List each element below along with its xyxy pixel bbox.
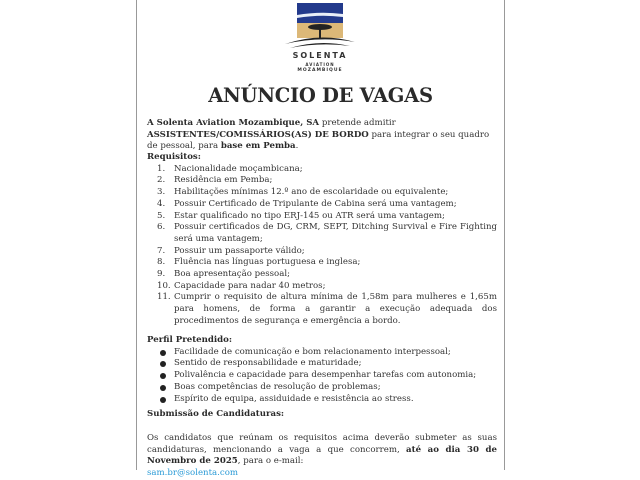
item-text: Possuir certificados de DG, CRM, SEPT, Ditching Survival e Fire Fighting será uma vantagem; bbox=[174, 222, 497, 244]
intro-text: para integrar o seu quadro de pessoal, para bbox=[147, 129, 490, 152]
base: base em Pemba bbox=[220, 141, 296, 152]
profile-section bbox=[147, 335, 497, 405]
intro-text: pretende admitir bbox=[319, 118, 396, 128]
item-number: 10. bbox=[157, 280, 171, 291]
profile-item: Polivalência e capacidade para desempenhar tarefas com autonomia; bbox=[147, 370, 497, 382]
logo-mozambique: MOZAMBIQUE bbox=[297, 68, 343, 73]
item-number: 6. bbox=[157, 222, 166, 233]
profile-heading: Perfil Pretendido: bbox=[147, 335, 233, 345]
requirement-item bbox=[147, 246, 497, 258]
requirement-item bbox=[147, 292, 497, 327]
item-text: Possuir Certificado de Tripulante de Cabina será uma vantagem; bbox=[174, 198, 457, 209]
requirement-item bbox=[147, 211, 497, 223]
item-number: 11. bbox=[157, 292, 171, 303]
submission-heading bbox=[147, 409, 497, 421]
solenta-logo bbox=[280, 2, 360, 76]
requirement-item bbox=[147, 199, 497, 211]
item-text: Estar qualificado no tipo ERJ-145 ou ATR será uma vantagem; bbox=[174, 210, 445, 221]
requirement-item bbox=[147, 164, 497, 176]
requirement-item bbox=[147, 222, 497, 245]
deadline: até ao dia 30 de Novembro de 2025 bbox=[147, 444, 497, 467]
page-title: ANÚNCIO DE VAGAS bbox=[208, 84, 433, 107]
requirement-item bbox=[147, 175, 497, 187]
submission-paragraph bbox=[147, 433, 497, 480]
profile-item: Boas competências de resolução de problemas; bbox=[147, 382, 497, 394]
requirement-item bbox=[147, 269, 497, 281]
acacia-tree-logo-icon bbox=[280, 2, 360, 52]
item-text: Nacionalidade moçambicana; bbox=[174, 163, 303, 174]
item-number: 8. bbox=[157, 257, 166, 268]
item-number: 1. bbox=[157, 163, 166, 174]
requirements-section bbox=[147, 152, 497, 328]
item-text: Fluência nas línguas portuguesa e inglesa; bbox=[174, 257, 361, 268]
profile-item: Sentido de responsabilidade e maturidade; bbox=[147, 358, 497, 370]
item-text: Possuir um passaporte válido; bbox=[174, 245, 305, 256]
submission-heading-text: Submissão de Candidaturas: bbox=[147, 409, 285, 419]
item-number: 2. bbox=[157, 175, 166, 186]
item-text: Boa apresentação pessoal; bbox=[174, 269, 290, 280]
item-number: 5. bbox=[157, 210, 166, 221]
email-link[interactable]: sam.br@solenta.com bbox=[147, 468, 239, 479]
logo-name: SOLENTA bbox=[292, 51, 348, 60]
submission-text: Os candidatos que reúnam os requisitos acima deverão submeter as suas candidaturas, mencionando a vaga a que concorrem, bbox=[147, 433, 497, 455]
profile-item: Facilidade de comunicação e bom relacionamento interpessoal; bbox=[147, 347, 497, 359]
requirement-item bbox=[147, 257, 497, 269]
item-text: Habilitações mínimas 12.º ano de escolaridade ou equivalente; bbox=[174, 187, 449, 198]
item-number: 3. bbox=[157, 187, 166, 198]
item-text: Residência em Pemba; bbox=[174, 175, 273, 186]
item-text: Capacidade para nadar 40 metros; bbox=[174, 280, 326, 291]
item-number: 4. bbox=[157, 198, 166, 209]
requirements-heading: Requisitos: bbox=[147, 152, 201, 162]
item-number: 7. bbox=[157, 245, 166, 256]
intro-paragraph bbox=[147, 118, 497, 153]
company-name: A Solenta Aviation Mozambique, SA bbox=[147, 118, 320, 128]
logo-aviation: AVIATION bbox=[305, 62, 335, 67]
intro-text: . bbox=[295, 141, 299, 152]
role: ASSISTENTES/COMISSÁRIOS(AS) DE BORDO bbox=[147, 129, 369, 140]
profile-list bbox=[147, 347, 497, 406]
requirement-item bbox=[147, 281, 497, 293]
item-number: 9. bbox=[157, 269, 166, 280]
requirements-list bbox=[147, 164, 497, 328]
item-text: Cumprir o requisito de altura mínima de 1,58m para mulheres e 1,65m para homens, de forma a garantir a execução adequada dos procedimentos de segurança e emergência a bordo. bbox=[174, 292, 497, 326]
profile-item: Espírito de equipa, assiduidade e resistência ao stress. bbox=[147, 394, 497, 406]
requirement-item bbox=[147, 187, 497, 199]
submission-text: , para o e-mail: bbox=[237, 456, 304, 467]
